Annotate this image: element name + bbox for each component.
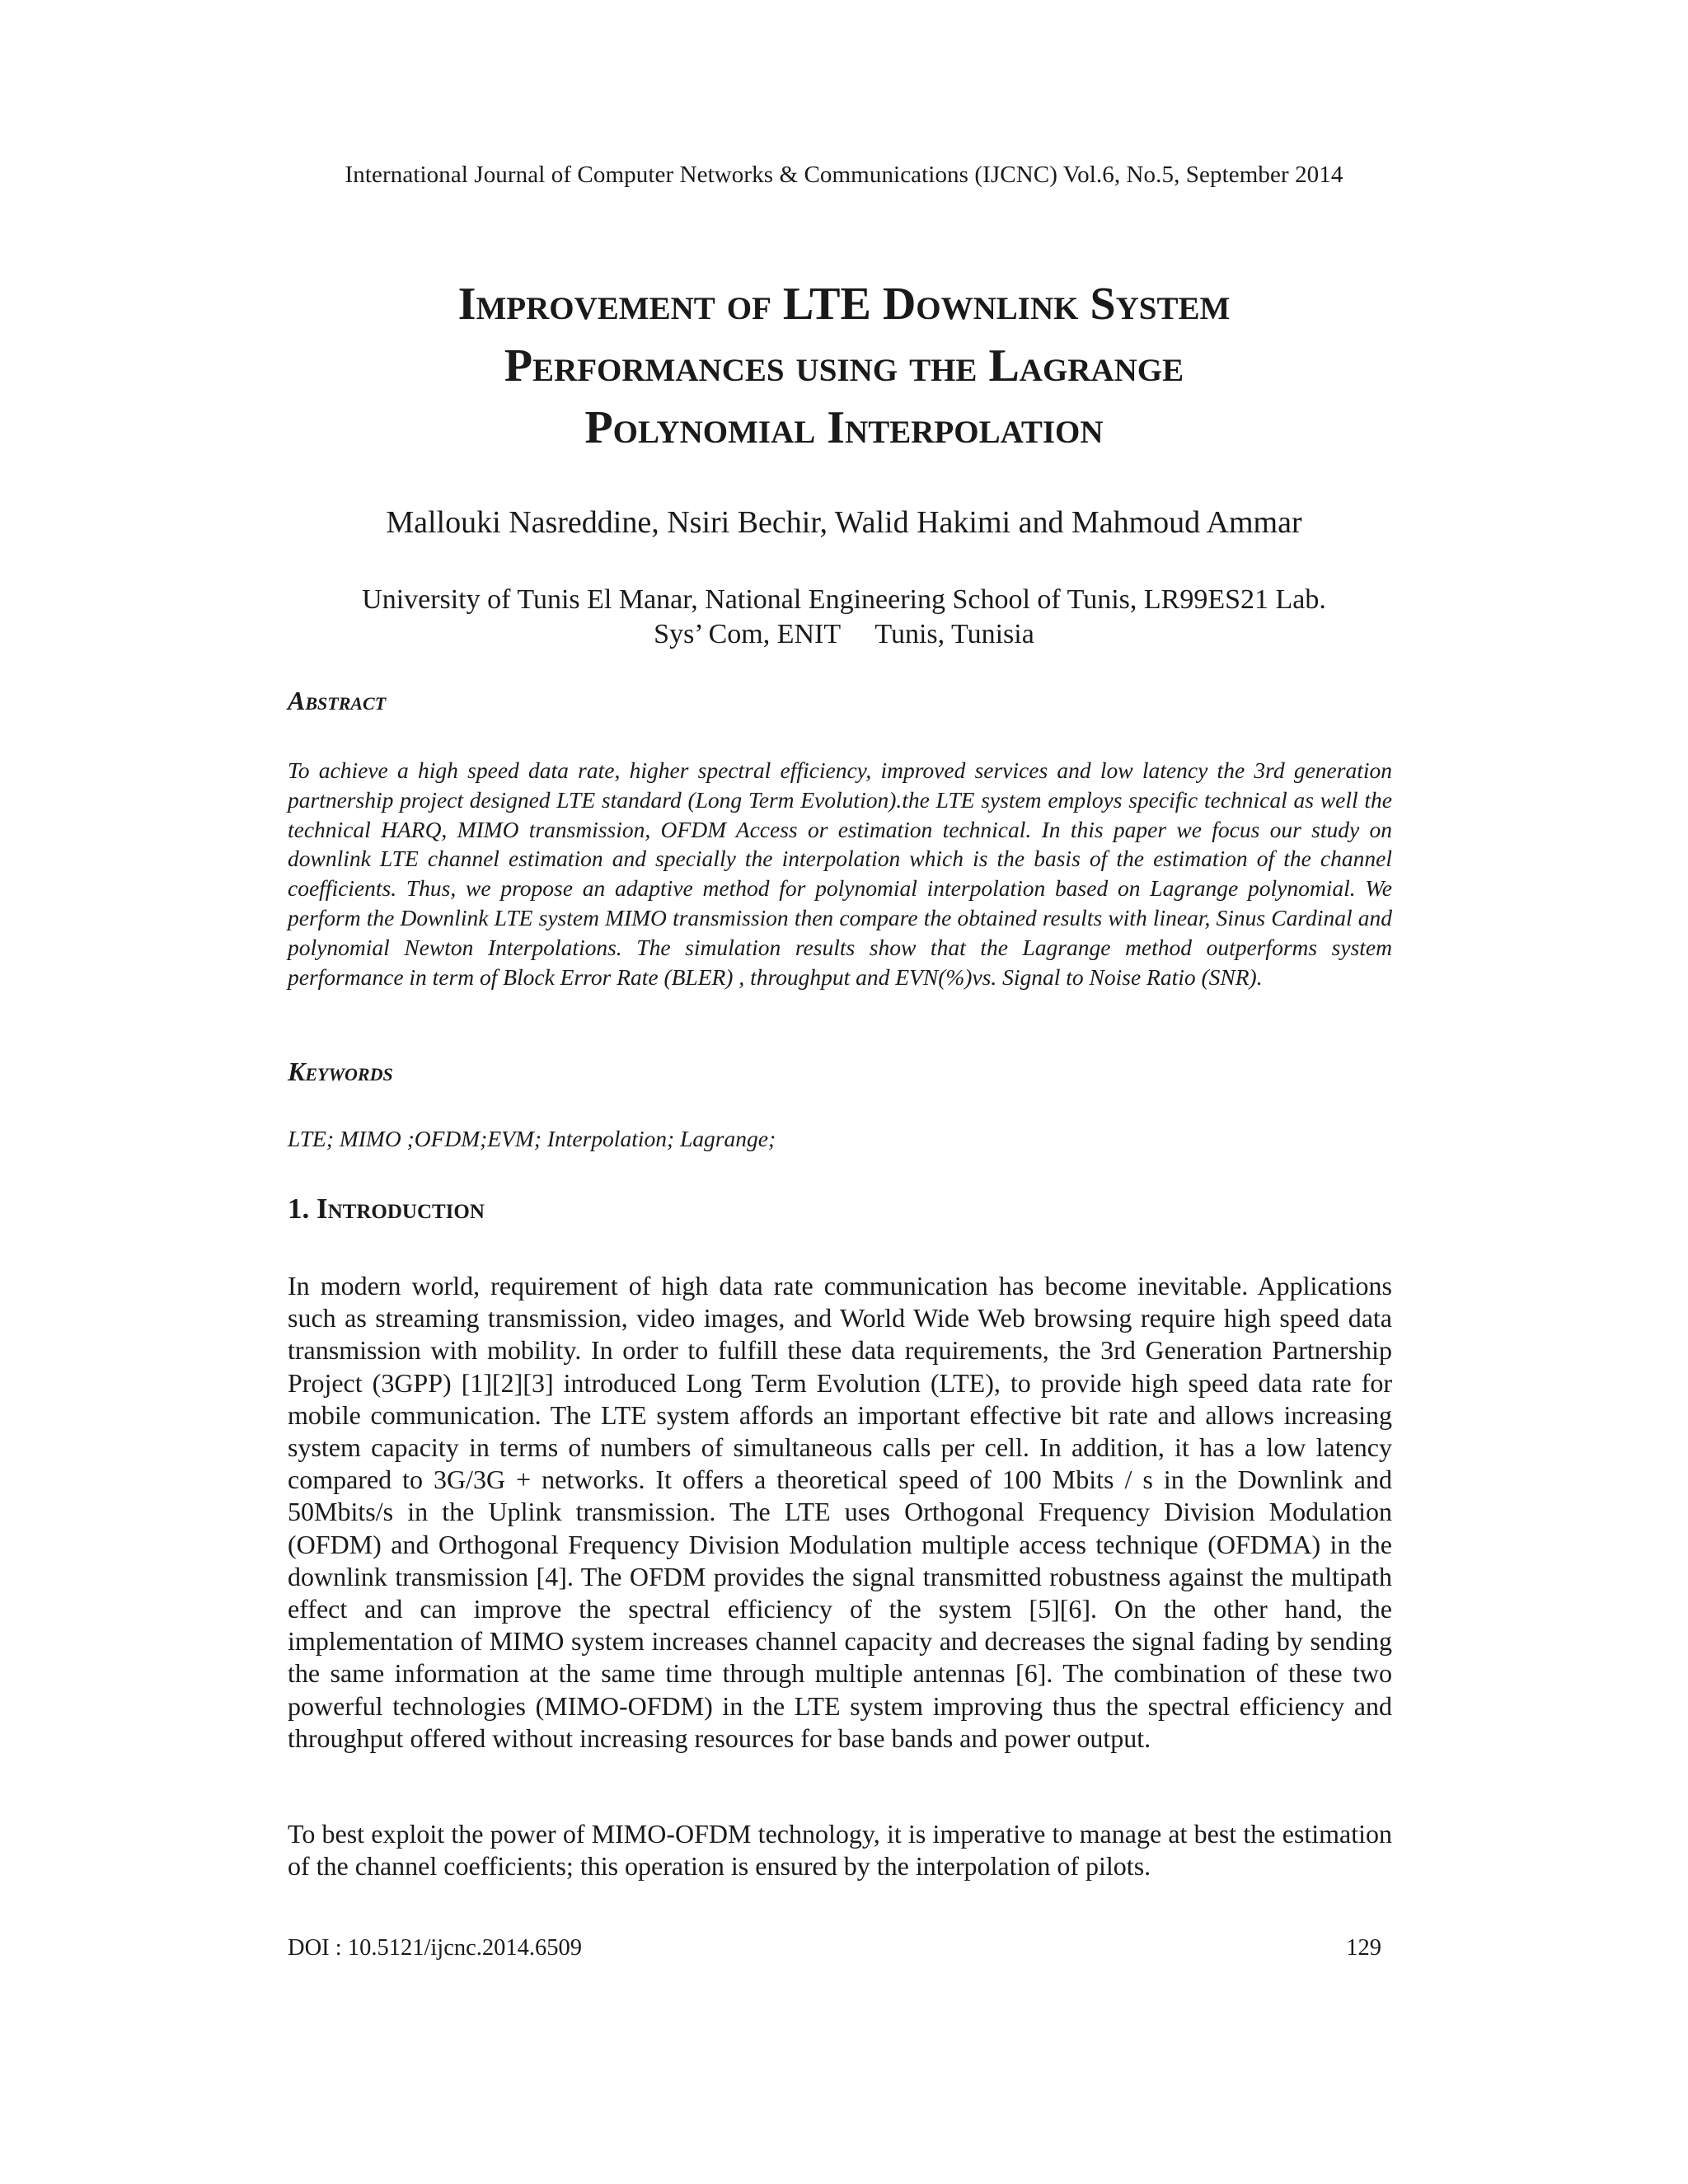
page-number: 129 [1346,1935,1381,1961]
introduction-paragraph: In modern world, requirement of high data rate communication has become inevitable. Applications such as streaming transmission, video images, and World Wide Web browsing require high speed data transmission with mobility. In order to fulfill these data requirements, the 3rd Generation Partnership Project (3GPP) [1][2][3] introduced Long Term Evolution (LTE), to provide high speed data rate for mobile communication. The LTE system affords an important effective bit rate and allows increasing system capacity in terms of numbers of simultaneous calls per cell. In addition, it has a low latency compared to 3G/3G + networks. It offers a theoretical speed of 100 Mbits / s in the Downlink and 50Mbits/s in the Uplink transmission. The LTE uses Orthogonal Frequency Division Modulation (OFDM) and Orthogonal Frequency Division Modulation multiple access technique (OFDMA) in the downlink transmission [4]. The OFDM provides the signal transmitted robustness against the multipath effect and can improve the spectral efficiency of the system [5][6]. On the other hand, the implementation of MIMO system increases channel capacity and decreases the signal fading by sending the same information at the same time through multiple antennas [6]. The combination of these two powerful technologies (MIMO-OFDM) in the LTE system improving thus the spectral efficiency and throughput offered without increasing resources for base bands and power output. [288,1271,1392,1753]
doi-footer: DOI : 10.5121/ijcnc.2014.6509 [288,1935,583,1961]
abstract-text: To achieve a high speed data rate, higher spectral efficiency, improved services and low latency the 3rd generation partnership project designed LTE standard (Long Term Evolution).the LTE system employs specific technical as well the technical HARQ, MIMO transmission, OFDM Access or estimation technical. In this paper we focus our study on downlink LTE channel estimation and specially the interpolation which is the basis of the estimation of the channel coefficients. Thus, we propose an adaptive method for polynomial interpolation based on Lagrange polynomial. We perform the Downlink LTE system MIMO transmission then compare the obtained results with linear, Sinus Cardinal and polynomial Newton Interpolations. The simulation results show that the Lagrange method outperforms system performance in term of Block Error Rate (BLER) , throughput and EVN(%)vs. Signal to Noise Ratio (SNR). [288,757,1392,990]
running-header: International Journal of Computer Networks & Communications (IJCNC) Vol.6, No.5, September 2014 [345,162,1343,188]
title-line: Improvement of LTE Downlink System [457,279,1231,330]
title-line: Polynomial Interpolation [584,402,1104,453]
introduction-heading: 1. Introduction [288,1193,485,1225]
keywords-heading: Keywords [288,1057,393,1086]
author-list: Mallouki Nasreddine, Nsiri Bechir, Walid Hakimi and Mahmoud Ammar [386,505,1302,540]
title-line: Performances using the Lagrange [504,340,1184,391]
affiliation [206,583,1482,652]
affiliation-line: University of Tunis El Manar, National Engineering School of Tunis, LR99ES21 Lab. [362,584,1326,615]
keywords-text: LTE; MIMO ;OFDM;EVM; Interpolation; Lagrange; [288,1126,776,1151]
paper-title [247,274,1441,459]
introduction-paragraph: To best exploit the power of MIMO-OFDM technology, it is imperative to manage at best the estimation of the channel coefficients; this operation is ensured by the interpolation of pilots. [288,1819,1392,1882]
abstract-heading: Abstract [288,686,387,715]
affiliation-line: Sys’ Com, ENIT Tunis, Tunisia [654,619,1034,649]
